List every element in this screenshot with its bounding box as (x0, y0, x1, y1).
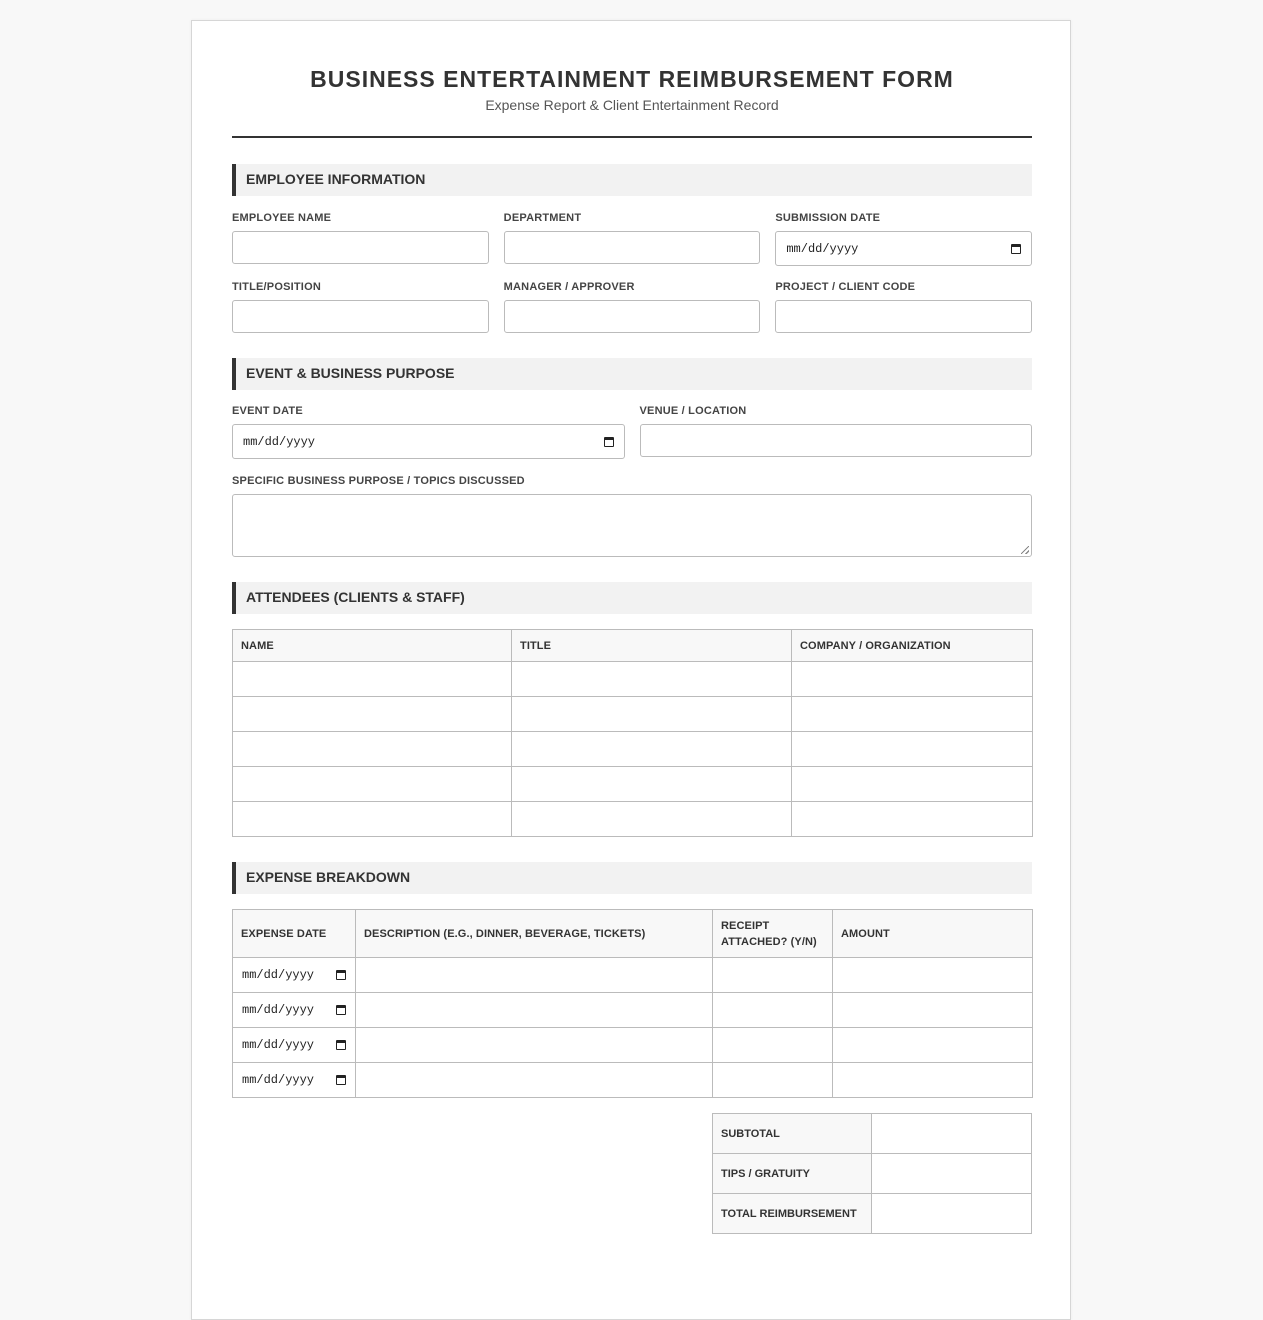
attendee-title-cell[interactable] (512, 697, 792, 732)
attendees-table (232, 629, 1033, 837)
expense-date-cell[interactable] (233, 993, 356, 1028)
expense-description-cell[interactable] (356, 1028, 713, 1063)
totals-wrapper (232, 1113, 1032, 1233)
department-field (504, 212, 761, 266)
expense-col-date: EXPENSE DATE (233, 910, 356, 958)
tips-row (713, 1154, 1032, 1194)
attendees-col-name: NAME (233, 630, 512, 662)
employee-name-input[interactable] (232, 231, 489, 264)
department-label: DEPARTMENT (503, 212, 582, 224)
attendee-company-cell[interactable] (792, 802, 1033, 837)
attendee-title-cell[interactable] (512, 732, 792, 767)
submission-date-placeholder: mm/dd/yyyy (786, 241, 859, 256)
title-position-label: TITLE/POSITION (232, 281, 321, 293)
table-row (233, 767, 1033, 802)
expense-date-cell[interactable] (233, 958, 356, 993)
expense-date-placeholder: mm/dd/yyyy (242, 1003, 315, 1017)
business-purpose-label: SPECIFIC BUSINESS PURPOSE / TOPICS DISCUSSED (232, 475, 525, 487)
employee-name-label: EMPLOYEE NAME (232, 212, 332, 224)
expense-amount-cell[interactable] (833, 1063, 1033, 1098)
table-row (233, 662, 1033, 697)
total-label: TOTAL REIMBURSEMENT (713, 1194, 872, 1234)
expense-date-cell[interactable] (233, 1028, 356, 1063)
title-position-field (232, 281, 489, 333)
event-date-label: EVENT DATE (232, 405, 303, 417)
event-row (232, 405, 1032, 459)
calendar-icon[interactable] (604, 437, 614, 447)
submission-date-input[interactable] (775, 231, 1032, 266)
expense-receipt-cell[interactable] (713, 1028, 833, 1063)
venue-location-input[interactable] (640, 424, 1033, 457)
event-date-field (232, 405, 625, 459)
form-page (191, 20, 1071, 1320)
expense-receipt-cell[interactable] (713, 1063, 833, 1098)
expense-date-cell[interactable] (233, 1063, 356, 1098)
calendar-icon[interactable] (1011, 244, 1021, 254)
subtotal-value[interactable] (872, 1114, 1032, 1154)
manager-approver-label: MANAGER / APPROVER (503, 281, 635, 293)
project-client-code-field (775, 281, 1032, 333)
attendee-company-cell[interactable] (792, 697, 1033, 732)
attendees-header-row (233, 630, 1033, 662)
submission-date-label: SUBMISSION DATE (775, 212, 881, 224)
attendee-name-cell[interactable] (233, 662, 512, 697)
employee-name-field (232, 212, 489, 266)
expense-date-placeholder: mm/dd/yyyy (242, 1073, 315, 1087)
attendees-col-company: COMPANY / ORGANIZATION (792, 630, 1033, 662)
tips-label: TIPS / GRATUITY (713, 1154, 872, 1194)
attendee-company-cell[interactable] (792, 662, 1033, 697)
attendee-name-cell[interactable] (233, 697, 512, 732)
venue-location-field (640, 405, 1033, 459)
manager-approver-field (504, 281, 761, 333)
expense-amount-cell[interactable] (833, 993, 1033, 1028)
table-row (233, 1063, 1033, 1098)
calendar-icon[interactable] (336, 1005, 346, 1015)
event-date-placeholder: mm/dd/yyyy (243, 434, 316, 449)
event-section-heading: EVENT & BUSINESS PURPOSE (232, 358, 1032, 390)
expense-description-cell[interactable] (356, 993, 713, 1028)
employee-section-heading: EMPLOYEE INFORMATION (232, 164, 1032, 196)
manager-approver-input[interactable] (504, 300, 761, 333)
project-client-code-input[interactable] (775, 300, 1032, 333)
header-divider (232, 136, 1032, 138)
form-content (232, 21, 1032, 1233)
attendee-name-cell[interactable] (233, 732, 512, 767)
table-row (233, 802, 1033, 837)
table-row (233, 1028, 1033, 1063)
submission-date-field (775, 212, 1032, 266)
expense-header-row (233, 910, 1033, 958)
table-row (233, 732, 1033, 767)
totals-table (712, 1113, 1032, 1234)
expense-description-cell[interactable] (356, 1063, 713, 1098)
expense-receipt-cell[interactable] (713, 993, 833, 1028)
attendees-col-title: TITLE (512, 630, 792, 662)
table-row (233, 993, 1033, 1028)
table-row (233, 958, 1033, 993)
subtotal-row (713, 1114, 1032, 1154)
business-purpose-field (232, 475, 1032, 557)
venue-location-label: VENUE / LOCATION (639, 405, 747, 417)
tips-value[interactable] (872, 1154, 1032, 1194)
attendees-section-heading: ATTENDEES (CLIENTS & STAFF) (232, 582, 1032, 614)
attendee-company-cell[interactable] (792, 732, 1033, 767)
expense-col-amount: AMOUNT (833, 910, 1033, 958)
event-date-input[interactable] (232, 424, 625, 459)
expense-date-placeholder: mm/dd/yyyy (242, 1038, 315, 1052)
calendar-icon[interactable] (336, 1075, 346, 1085)
subtotal-label: SUBTOTAL (713, 1114, 872, 1154)
expense-col-receipt: RECEIPT ATTACHED? (Y/N) (713, 910, 833, 958)
expense-table (232, 909, 1033, 1098)
expense-amount-cell[interactable] (833, 958, 1033, 993)
form-subtitle: Expense Report & Client Entertainment Record (485, 97, 779, 113)
total-row (713, 1194, 1032, 1234)
attendee-company-cell[interactable] (792, 767, 1033, 802)
expense-receipt-cell[interactable] (713, 958, 833, 993)
business-purpose-textarea[interactable] (232, 494, 1032, 557)
calendar-icon[interactable] (336, 1040, 346, 1050)
total-value[interactable] (872, 1194, 1032, 1234)
expense-amount-cell[interactable] (833, 1028, 1033, 1063)
employee-row-2 (232, 281, 1032, 333)
attendee-title-cell[interactable] (512, 767, 792, 802)
employee-row-1 (232, 212, 1032, 266)
calendar-icon[interactable] (336, 970, 346, 980)
resize-grip-icon[interactable] (1021, 546, 1029, 554)
attendee-title-cell[interactable] (512, 662, 792, 697)
expense-date-placeholder: mm/dd/yyyy (242, 968, 315, 982)
table-row (233, 697, 1033, 732)
form-title: BUSINESS ENTERTAINMENT REIMBURSEMENT FORM (310, 66, 954, 92)
department-input[interactable] (504, 231, 761, 264)
expense-section-heading: EXPENSE BREAKDOWN (232, 862, 1032, 894)
project-client-code-label: PROJECT / CLIENT CODE (775, 281, 916, 293)
attendee-name-cell[interactable] (233, 802, 512, 837)
attendee-name-cell[interactable] (233, 767, 512, 802)
expense-description-cell[interactable] (356, 958, 713, 993)
expense-col-description: DESCRIPTION (E.G., DINNER, BEVERAGE, TICKETS) (356, 910, 713, 958)
title-position-input[interactable] (232, 300, 489, 333)
attendee-title-cell[interactable] (512, 802, 792, 837)
